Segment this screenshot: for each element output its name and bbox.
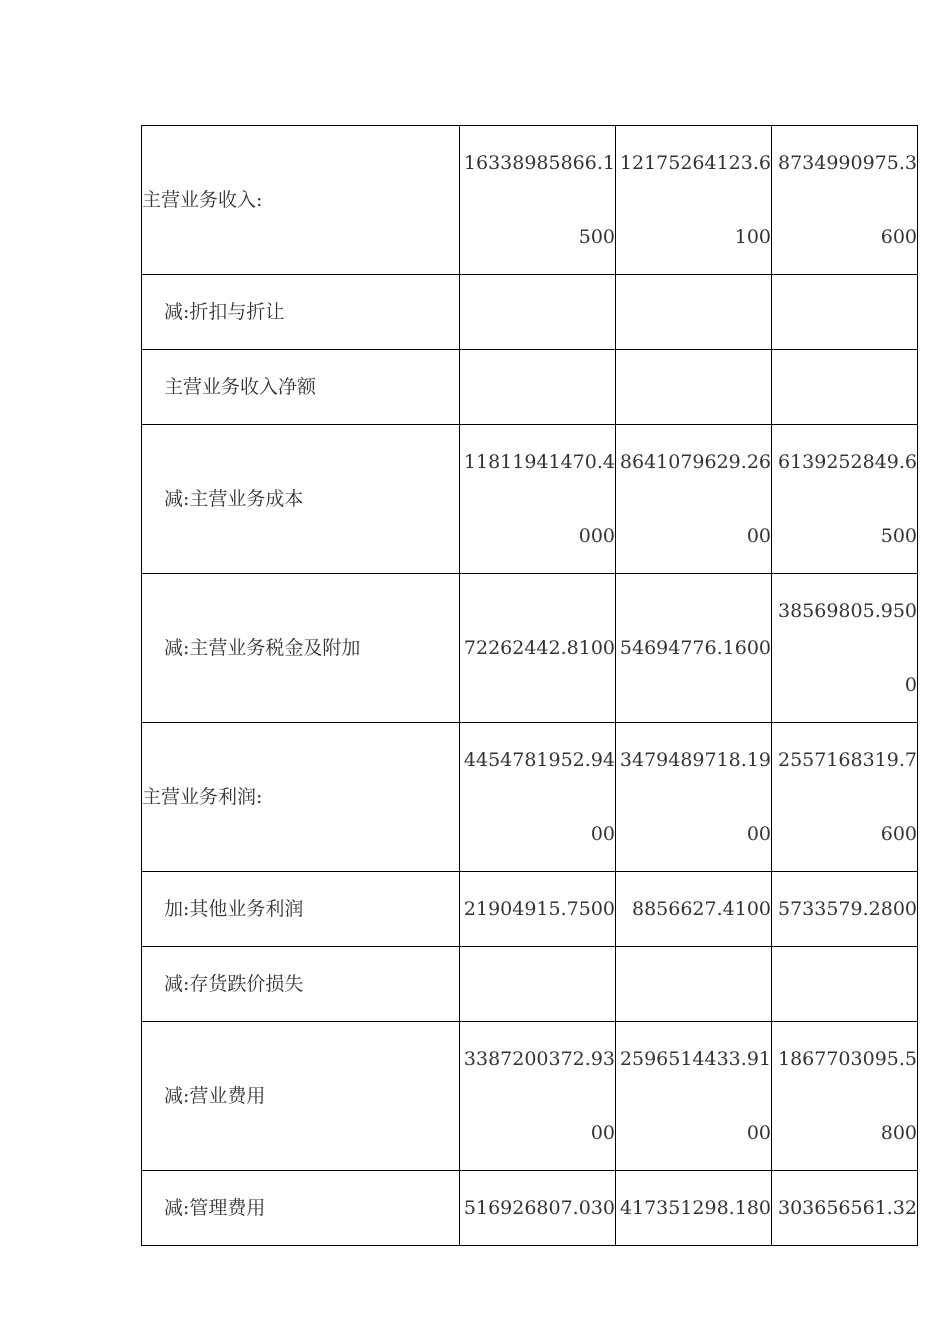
row-label: 主营业务利润:: [142, 723, 460, 872]
value-cell: [616, 350, 772, 425]
table-row: [142, 275, 918, 350]
value-cell: [772, 947, 918, 1022]
value-cell: [772, 275, 918, 350]
value-cell: 3387200372.9300: [460, 1022, 616, 1171]
row-label: 加:其他业务利润: [142, 872, 460, 947]
value-cell: 2596514433.9100: [616, 1022, 772, 1171]
table-row: [142, 1022, 918, 1171]
value-cell: [616, 275, 772, 350]
table-row: [142, 723, 918, 872]
value-cell: [772, 350, 918, 425]
table-row: [142, 872, 918, 947]
value-cell: 417351298.180: [616, 1171, 772, 1246]
row-label: 减:营业费用: [142, 1022, 460, 1171]
value-cell: 8856627.4100: [616, 872, 772, 947]
table-row: [142, 947, 918, 1022]
value-cell: 516926807.030: [460, 1171, 616, 1246]
value-cell: 38569805.9500: [772, 574, 918, 723]
row-label: 主营业务收入净额: [142, 350, 460, 425]
value-cell: 303656561.32: [772, 1171, 918, 1246]
value-cell: [460, 275, 616, 350]
value-cell: 2557168319.7600: [772, 723, 918, 872]
value-cell: [616, 947, 772, 1022]
value-cell: 8641079629.2600: [616, 425, 772, 574]
table-row: [142, 350, 918, 425]
table-row: [142, 574, 918, 723]
value-cell: 72262442.8100: [460, 574, 616, 723]
value-cell: 8734990975.3600: [772, 126, 918, 275]
value-cell: [460, 350, 616, 425]
value-cell: 1867703095.5800: [772, 1022, 918, 1171]
value-cell: 16338985866.1500: [460, 126, 616, 275]
value-cell: 12175264123.6100: [616, 126, 772, 275]
value-cell: 54694776.1600: [616, 574, 772, 723]
value-cell: 5733579.2800: [772, 872, 918, 947]
value-cell: 6139252849.6500: [772, 425, 918, 574]
row-label: 主营业务收入:: [142, 126, 460, 275]
value-cell: 4454781952.9400: [460, 723, 616, 872]
row-label: 减:折扣与折让: [142, 275, 460, 350]
row-label: 减:存货跌价损失: [142, 947, 460, 1022]
table-row: [142, 425, 918, 574]
table-row: [142, 126, 918, 275]
row-label: 减:管理费用: [142, 1171, 460, 1246]
value-cell: [460, 947, 616, 1022]
value-cell: 3479489718.1900: [616, 723, 772, 872]
table-row: [142, 1171, 918, 1246]
row-label: 减:主营业务税金及附加: [142, 574, 460, 723]
value-cell: 11811941470.4000: [460, 425, 616, 574]
income-statement-table: [141, 125, 918, 1246]
value-cell: 21904915.7500: [460, 872, 616, 947]
row-label: 减:主营业务成本: [142, 425, 460, 574]
